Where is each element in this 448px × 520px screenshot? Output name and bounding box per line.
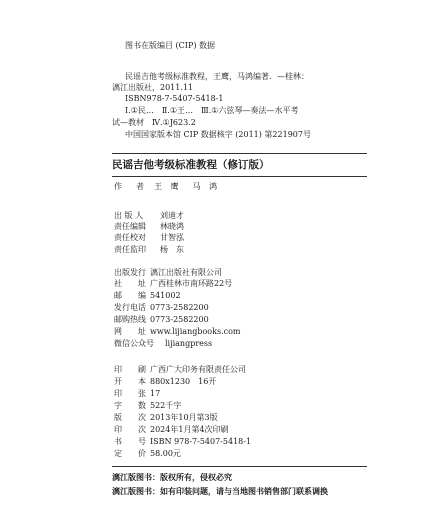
publisher-label: 邮购热线	[114, 315, 146, 324]
book-title: 民谣吉他考级标准教程（修订版）	[112, 159, 270, 171]
publisher-value: 漓江出版社有限公司	[150, 268, 222, 277]
staff-label: 出 版 人	[114, 211, 144, 220]
printing-value: 880x1230 16开	[150, 377, 217, 386]
printing-label: 字 数	[114, 401, 146, 410]
printing-label: 印 次	[114, 425, 146, 434]
cip-line-6: 中国国家版本馆 CIP 数据核字 (2011) 第221907号	[125, 130, 311, 139]
printing-label: 书 号	[114, 437, 146, 446]
publisher-value: 广西桂林市南环路22号	[150, 279, 233, 288]
staff-value: 杨 东	[160, 245, 184, 254]
printing-label: 印 刷	[114, 365, 146, 374]
notice-copyright: 漓江版图书：版权所有，侵权必究	[112, 473, 232, 482]
divider-bottom	[112, 466, 367, 467]
printing-value: 2024年1月第4次印刷	[150, 425, 229, 434]
publisher-label: 社 址	[114, 279, 146, 288]
author-label: 作 者	[114, 182, 147, 191]
publisher-label: 邮 编	[114, 291, 146, 300]
publisher-website[interactable]: www.lijiangbooks.com	[150, 327, 241, 336]
notice-print-issue: 漓江版图书：如有印装问题，请与当地图书销售部门联系调换	[112, 487, 328, 496]
staff-label: 责任编辑	[114, 222, 146, 231]
publisher-label: 出版发行	[114, 268, 146, 277]
cip-line-2: 漓江出版社，2011.11	[112, 83, 194, 92]
author-value: 王 鹰 马 鸿	[154, 182, 221, 191]
cip-heading: 图书在版编目 (CIP) 数据	[125, 41, 215, 50]
publisher-label: 网 址	[114, 327, 146, 336]
publisher-value: lijiangpress	[165, 339, 213, 348]
printing-label: 定 价	[114, 449, 146, 458]
staff-label: 责任校对	[114, 233, 146, 242]
cip-line-5: 试—教材 Ⅳ.①J623.2	[112, 118, 196, 127]
cip-line-4: Ⅰ.①民… Ⅱ.①王… Ⅲ.①六弦琴—奏法—水平考	[125, 106, 299, 115]
cip-line-1: 民谣吉他考级标准教程，王鹰，马鸿编著．—桂林：	[125, 72, 309, 81]
printing-value: 58.00元	[150, 449, 181, 458]
staff-value: 甘智泓	[160, 233, 184, 242]
printing-label: 开 本	[114, 377, 146, 386]
publisher-label: 微信公众号	[114, 339, 154, 348]
staff-value: 林晓鸿	[160, 222, 184, 231]
divider-top	[112, 153, 367, 154]
publisher-value: 0773-2582200	[150, 303, 209, 312]
printing-value: 广西广大印务有限责任公司	[150, 365, 246, 374]
publisher-value: 541002	[150, 291, 181, 300]
publisher-value: 0773-2582200	[150, 315, 209, 324]
cip-line-3: ISBN978-7-5407-5418-1	[125, 94, 224, 103]
printing-value: 17	[150, 389, 161, 398]
printing-value: 522千字	[150, 401, 182, 410]
printing-label: 印 张	[114, 389, 146, 398]
printing-label: 版 次	[114, 413, 146, 422]
staff-label: 责任监印	[114, 245, 146, 254]
staff-value: 刘迪才	[160, 211, 184, 220]
publisher-label: 发行电话	[114, 303, 146, 312]
divider-title	[112, 176, 367, 177]
printing-value: 2013年10月第3版	[150, 413, 218, 422]
printing-value: ISBN 978-7-5407-5418-1	[150, 437, 252, 446]
